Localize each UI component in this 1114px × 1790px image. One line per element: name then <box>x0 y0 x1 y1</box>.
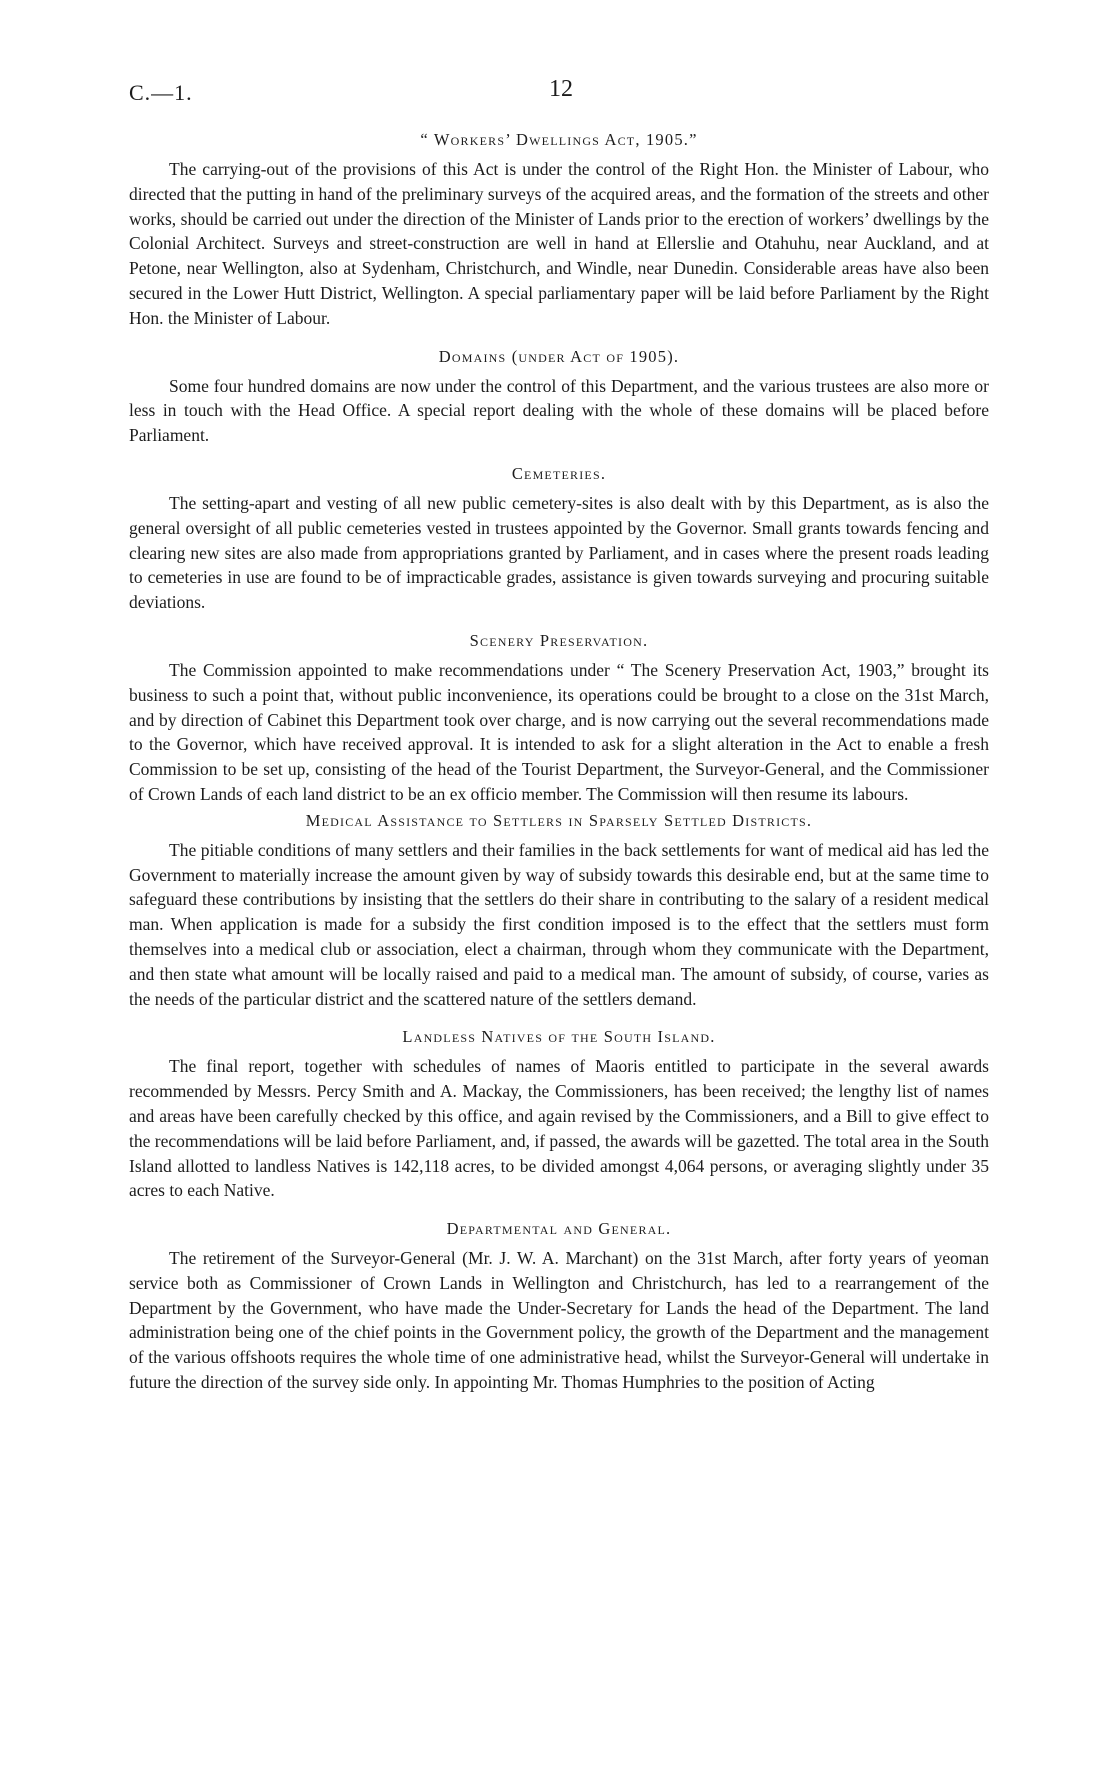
section-domains <box>129 347 989 448</box>
section-title: Domains (under Act of 1905). <box>438 346 680 366</box>
section-body: Some four hundred domains are now under the control of this Department, and the various trustees are also more or less in touch with the Head Office. A special report dealing with the whole of these domains will be placed before Parliament. <box>129 375 989 446</box>
section-body: The Commission appointed to make recommendations under “ The Scenery Preservation Act, 1903,” brought its business to such a point that, without public inconvenience, its operations could be brought to a close on the 31st March, and by direction of Cabinet this Department took over charge, and is now carrying out the several recommendations made to the Governor, which have received approval. It is intended to ask for a slight alteration in the Act to enable a fresh Commission to be set up, consisting of the head of the Tourist Department, the Surveyor-General, and the Commissioner of Crown Lands of each land district to be an ex officio member. The Commission will then resume its labours. <box>129 659 989 804</box>
page-header <box>0 76 1114 110</box>
section-scenery-preservation <box>129 631 989 807</box>
section-workers-dwellings <box>129 130 989 331</box>
section-title: Scenery Preservation. <box>469 630 649 650</box>
section-title: Landless Natives of the South Island. <box>402 1027 716 1047</box>
section-body: The final report, together with schedules of names of Maoris entitled to participate in the several awards recommended by Messrs. Percy Smith and A. Mackay, the Commissioners, has been received; the lengthy list of names and areas have been carefully checked by this office, and again revised by the Commissioners, and a Bill to give effect to the recommendations will be laid before Parliament, and, if passed, the awards will be gazetted. The total area in the South Island allotted to landless Natives is 142,118 acres, to be divided amongst 4,064 persons, or averaging slightly under 35 acres to each Native. <box>129 1056 989 1201</box>
section-title: Medical Assistance to Settlers in Sparsely Settled Districts. <box>305 810 813 830</box>
page-content <box>129 130 989 1411</box>
section-cemeteries <box>129 464 989 615</box>
section-medical-assistance <box>129 811 989 1012</box>
section-departmental-general <box>129 1219 989 1395</box>
page-number: 12 <box>549 76 573 102</box>
section-title: Departmental and General. <box>446 1219 672 1239</box>
section-body: The carrying-out of the provisions of this Act is under the control of the Right Hon. the Minister of Labour, who directed that the putting in hand of the preliminary surveys of the acquired areas, and the formation of the streets and other works, should be carried out under the direction of the Minister of Lands prior to the erection of workers’ dwellings by the Colonial Architect. Surveys and street-construction are well in hand at Ellerslie and Otahuhu, near Auckland, and at Petone, near Wellington, also at Sydenham, Christchurch, and Windle, near Dunedin. Considerable areas have also been secured in the Lower Hutt District, Wellington. A special parliamentary paper will be laid before Parliament by the Right Hon. the Minister of Labour. <box>129 159 989 328</box>
section-body: The setting-apart and vesting of all new public cemetery-sites is also dealt with by this Department, as is also the general oversight of all public cemeteries vested in trustees appointed by the Governor. Small grants towards fencing and clearing new sites are also made from appropriations granted by Parliament, and in cases where the present roads leading to cemeteries in use are found to be of impracticable grades, assistance is given towards surveying and procuring suitable deviations. <box>129 492 989 613</box>
document-reference: C.—1. <box>129 80 193 105</box>
section-title: “ Workers’ Dwellings Act, 1905.” <box>420 130 698 149</box>
section-body: The retirement of the Surveyor-General (Mr. J. W. A. Marchant) on the 31st March, after forty years of yeoman service both as Commissioner of Crown Lands in Wellington and Christchurch, has led to a rearrangement of the Department by the Government, who have made the Under-Secretary for Lands the head of the Department. The land administration being one of the chief points in the Government policy, the growth of the Department and the management of the various offshoots requires the whole time of one administrative head, whilst the Surveyor-General will undertake in future the direction of the survey side only. In appointing Mr. Thomas Humphries to the position of Acting <box>129 1248 989 1393</box>
section-body: The pitiable conditions of many settlers and their families in the back settlements for want of medical aid has led the Government to materially increase the amount given by way of subsidy towards this desirable end, but at the same time to safeguard these contributions by insisting that the settlers do their share in contributing to the salary of a resident medical man. When application is made for a subsidy the first condition imposed is to the effect that the settlers must form themselves into a medical club or association, elect a chairman, through whom they communicate with the Department, and then state what amount will be locally raised and paid to a medical man. The amount of subsidy, of course, varies as the needs of the particular district and the scattered nature of the settlers demand. <box>129 839 989 1009</box>
section-title: Cemeteries. <box>511 463 607 483</box>
section-landless-natives <box>129 1027 989 1203</box>
